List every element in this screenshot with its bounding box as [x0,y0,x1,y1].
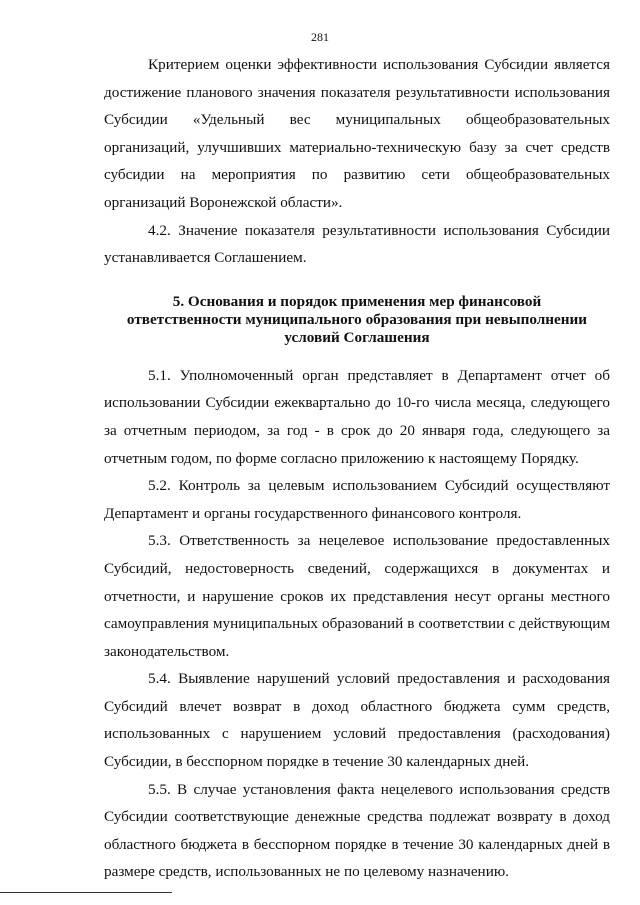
paragraph-5-2: 5.2. Контроль за целевым использованием Субсидий осуществляют Департамент и органы государственного финансового контроля. [104,477,610,522]
paragraph-5-4: 5.4. Выявление нарушений условий предоставления и расходования Субсидий влечет возврат в доход областного бюджета сумм средств, использованных с нарушением условий предоставления (расходования) Субсидии, в бесспорном порядке в течение 30 календарных дней. [104,670,610,771]
paragraph-5-3: 5.3. Ответственность за нецелевое использование предоставленных Субсидий, недостоверность сведений, содержащихся в документах и отчетности, и нарушение сроков их представления несут органы местного самоуправления муниципальных образований в соответствии с действующим законодательством. [104,532,610,660]
paragraph-4-2: 4.2. Значение показателя результативности использования Субсидии устанавливается Соглашением. [104,221,610,267]
document-body [104,51,610,886]
paragraph-5-5: 5.5. В случае установления факта нецелевого использования средств Субсидии соответствующие денежные средства подлежат возврату в доход областного бюджета в бесспорном порядке в течение 30 календарных дней в размере средств, использованных не по целевому назначению. [104,780,610,881]
paragraph-5-1: 5.1. Уполномоченный орган представляет в Департамент отчет об использовании Субсидии ежеквартально до 10-го числа месяца, следующего за отчетным периодом, за год - в срок до 20 января года, следующего за отчетным годом, по форме согласно приложению к настоящему Порядку. [104,366,610,467]
page-number: 281 [311,30,329,44]
footer-divider [0,892,172,893]
heading-line: ответственности муниципального образования при невыполнении [126,310,588,328]
paragraph-efficiency-criterion: Критерием оценки эффективности использования Субсидии является достижение планового значения показателя результативности использования Субсидии «Удельный вес муниципальных общеобразовательных организаций, улучшивших материально-техническую базу за счет средств субсидии на мероприятия по развитию сети общеобразовательных организаций Воронежской области». [104,56,610,211]
section-5-heading [104,293,610,347]
heading-line: 5. Основания и порядок применения мер финансовой [172,292,542,310]
heading-line: условий Соглашения [284,328,430,346]
